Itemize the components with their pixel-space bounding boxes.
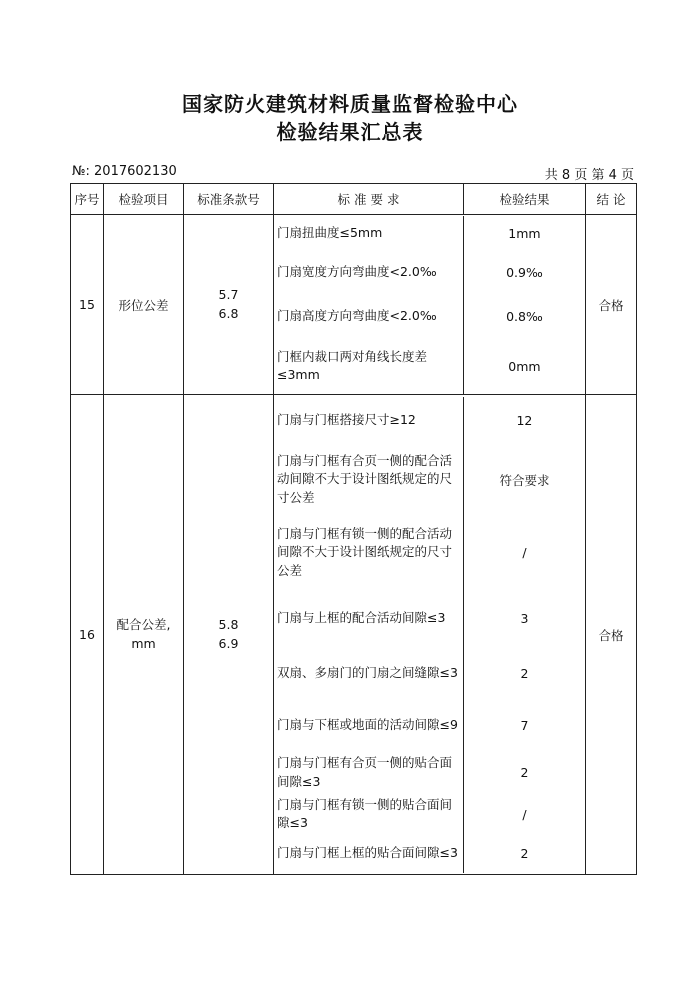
requirement-text: 门扇与门框有锁一侧的配合活动间隙不大于设计图纸规定的尺寸公差 bbox=[274, 515, 463, 591]
column-header-item: 检验项目 bbox=[104, 184, 184, 215]
clause-line: 6.8 bbox=[218, 305, 239, 321]
requirement-text: 门扇与上框的配合活动间隙≤3 bbox=[274, 591, 463, 647]
subrow bbox=[274, 397, 585, 445]
report-number: №: 2017602130 bbox=[72, 164, 177, 179]
table-row-group-16 bbox=[71, 395, 637, 875]
result-value: / bbox=[522, 545, 527, 560]
conclusion: 合格 bbox=[586, 395, 637, 875]
subrow bbox=[274, 834, 585, 873]
subrow bbox=[274, 591, 585, 647]
item-line: mm bbox=[131, 635, 156, 651]
clause-line: 6.9 bbox=[218, 635, 239, 651]
subrow bbox=[274, 445, 585, 515]
result-value: 0.9‰ bbox=[506, 264, 543, 280]
column-header-no: 序号 bbox=[71, 184, 104, 215]
subrow bbox=[274, 751, 585, 795]
requirement-text: 门扇宽度方向弯曲度<2.0‰ bbox=[274, 251, 463, 294]
result-value: / bbox=[522, 806, 527, 822]
subrow bbox=[274, 795, 585, 834]
requirement-text: 门扇与下框或地面的活动间隙≤9 bbox=[274, 700, 463, 751]
requirement-text: 门框内裁口两对角线长度差≤3mm bbox=[274, 339, 463, 394]
result-value: 12 bbox=[516, 413, 533, 428]
requirement-text: 门扇与门框有锁一侧的贴合面间隙≤3 bbox=[274, 795, 463, 834]
result-value: 符合要求 bbox=[499, 472, 550, 488]
subrows-table bbox=[274, 397, 585, 873]
result-value: 7 bbox=[520, 717, 529, 733]
subrow bbox=[274, 647, 585, 700]
clause-line: 5.8 bbox=[218, 616, 239, 632]
result-value: 2 bbox=[520, 845, 529, 861]
requirement-result-block bbox=[274, 215, 586, 395]
table-header-row bbox=[71, 184, 637, 215]
subrow bbox=[274, 515, 585, 591]
requirement-text: 门扇与门框上框的贴合面间隙≤3 bbox=[274, 834, 463, 873]
result-value: 2 bbox=[520, 665, 529, 681]
subrow bbox=[274, 700, 585, 751]
subrows-table bbox=[274, 216, 585, 394]
requirement-result-block bbox=[274, 395, 586, 875]
result-value: 1mm bbox=[508, 225, 541, 241]
row-number: 15 bbox=[71, 215, 104, 395]
clause-line: 5.7 bbox=[218, 286, 239, 302]
conclusion: 合格 bbox=[586, 215, 637, 395]
result-value: 0mm bbox=[508, 358, 541, 374]
standard-clause bbox=[184, 395, 274, 875]
column-header-requirement: 标 准 要 求 bbox=[274, 184, 464, 215]
requirement-text: 门扇与门框搭接尺寸≥12 bbox=[274, 397, 463, 445]
requirement-text: 双扇、多扇门的门扇之间缝隙≤3 bbox=[274, 647, 463, 700]
page-info: 共 8 页 第 4 页 bbox=[544, 168, 634, 183]
row-number: 16 bbox=[71, 395, 104, 875]
subrow bbox=[274, 339, 585, 394]
item-line: 配合公差, bbox=[116, 616, 171, 632]
subrow bbox=[274, 294, 585, 339]
column-header-conclusion: 结 论 bbox=[586, 184, 637, 215]
requirement-text: 门扇扭曲度≤5mm bbox=[274, 216, 463, 251]
results-table bbox=[70, 183, 637, 875]
document-title: 国家防火建筑材料质量监督检验中心 bbox=[182, 92, 518, 116]
inspection-item bbox=[104, 395, 184, 875]
subrow bbox=[274, 251, 585, 294]
column-header-clause: 标准条款号 bbox=[184, 184, 274, 215]
table-row-group-15 bbox=[71, 215, 637, 395]
column-header-result: 检验结果 bbox=[464, 184, 586, 215]
result-value: 0.8‰ bbox=[506, 308, 543, 324]
subrow bbox=[274, 216, 585, 251]
result-value: 3 bbox=[520, 611, 529, 626]
inspection-item: 形位公差 bbox=[104, 215, 184, 395]
requirement-text: 门扇与门框有合页一侧的贴合面间隙≤3 bbox=[274, 751, 463, 795]
standard-clause bbox=[184, 215, 274, 395]
requirement-text: 门扇高度方向弯曲度<2.0‰ bbox=[274, 294, 463, 339]
result-value: 2 bbox=[520, 765, 529, 780]
requirement-text: 门扇与门框有合页一侧的配合活动间隙不大于设计图纸规定的尺寸公差 bbox=[274, 445, 463, 515]
document-subtitle: 检验结果汇总表 bbox=[276, 120, 424, 144]
